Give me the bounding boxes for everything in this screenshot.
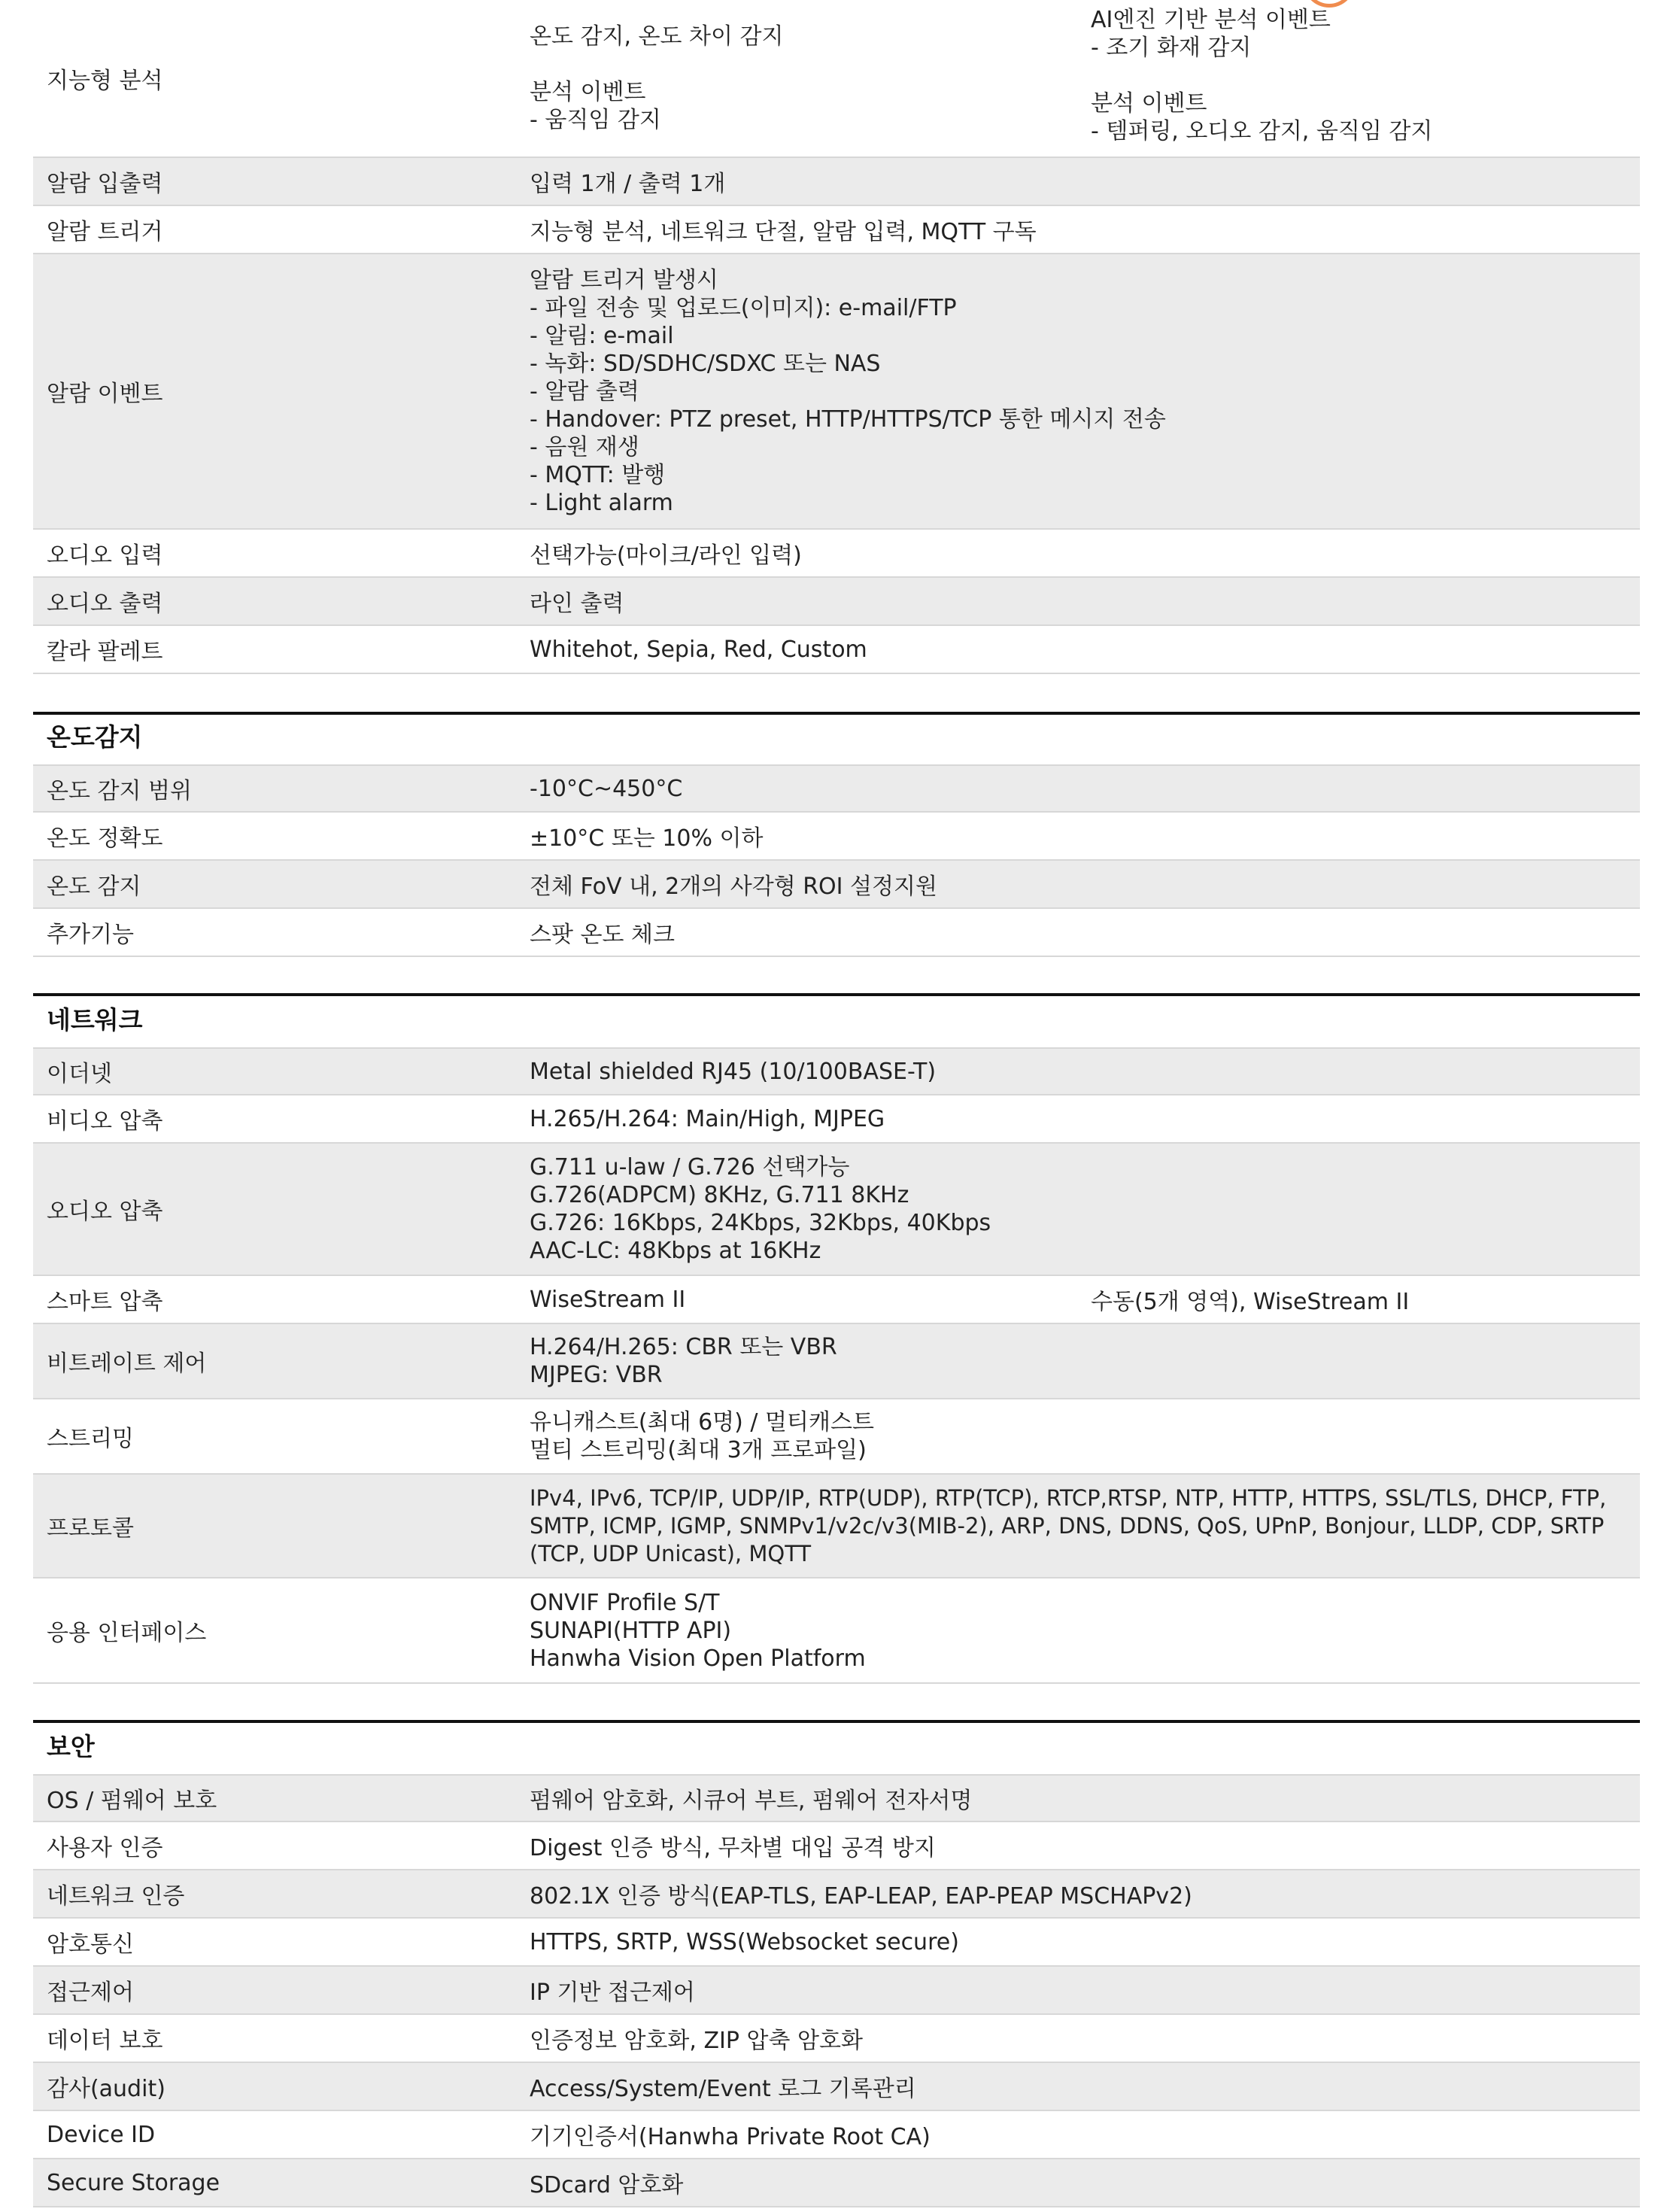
spec-label: 칼라 팔레트 bbox=[47, 639, 163, 665]
spec-value: 입력 1개 / 출력 1개 bbox=[530, 171, 726, 197]
spec-row-audio-out bbox=[33, 578, 1640, 626]
spec-value: Whitehot, Sepia, Red, Custom bbox=[530, 636, 867, 663]
spec-row-data-protection bbox=[33, 2015, 1640, 2063]
spec-row-palette bbox=[33, 626, 1640, 674]
spec-row-alarm-io bbox=[33, 158, 1640, 206]
spec-line: 유니캐스트(최대 6명) / 멀티캐스트 bbox=[530, 1409, 874, 1436]
spec-label: 온도 감지 bbox=[47, 874, 141, 900]
spec-row-temp-detect bbox=[33, 861, 1640, 909]
spec-value bbox=[530, 1144, 1635, 1275]
spec-row-audio-in bbox=[33, 530, 1640, 578]
spec-value bbox=[530, 1324, 1635, 1398]
section-title-security: 보안 bbox=[47, 1732, 95, 1761]
spec-value: WiseStream II bbox=[530, 1286, 686, 1313]
spec-row-device-id bbox=[33, 2111, 1640, 2159]
spec-line: Hanwha Vision Open Platform bbox=[530, 1645, 866, 1672]
spec-line: AI엔진 기반 분석 이벤트 bbox=[1091, 7, 1331, 33]
spec-label: 비디오 압축 bbox=[47, 1108, 163, 1135]
spec-row-temp-extra bbox=[33, 909, 1640, 957]
spec-line: 분석 이벤트 bbox=[1091, 90, 1207, 117]
spec-label: 이더넷 bbox=[47, 1061, 112, 1087]
spec-line: - 알림: e-mail bbox=[530, 322, 674, 349]
spec-line: 온도 감지, 온도 차이 감지 bbox=[530, 23, 784, 50]
spec-row-smart-compression bbox=[33, 1276, 1640, 1324]
section-rule bbox=[33, 993, 1640, 996]
spec-line: - MQTT: 발행 bbox=[530, 461, 666, 488]
spec-row-firmware bbox=[33, 1774, 1640, 1822]
spec-value: 스팟 온도 체크 bbox=[530, 922, 675, 948]
spec-row-audio-compression bbox=[33, 1144, 1640, 1276]
spec-label: 스트리밍 bbox=[47, 1426, 134, 1452]
spec-value bbox=[530, 1475, 1635, 1577]
spec-label: 암호통신 bbox=[47, 1931, 134, 1958]
spec-row-network-auth bbox=[33, 1870, 1640, 1919]
spec-value: 펌웨어 암호화, 시큐어 부트, 펌웨어 전자서명 bbox=[530, 1788, 973, 1814]
spec-line: SMTP, ICMP, IGMP, SNMPv1/v2c/v3(MIB-2), ARP, DNS, DDNS, QoS, UPnP, Bonjour, LLDP, CDP, SRTP bbox=[530, 1512, 1605, 1539]
spec-row-intelligent bbox=[33, 0, 1640, 158]
spec-row-access-control bbox=[33, 1967, 1640, 2015]
spec-label: OS / 펌웨어 보호 bbox=[47, 1788, 217, 1814]
spec-label: 네트워크 인증 bbox=[47, 1883, 185, 1910]
spec-value: SDcard 암호화 bbox=[530, 2172, 684, 2198]
spec-value: 802.1X 인증 방식(EAP-TLS, EAP-LEAP, EAP-PEAP MSCHAPv2) bbox=[530, 1883, 1192, 1910]
spec-value: Digest 인증 방식, 무차별 대입 공격 방지 bbox=[530, 1835, 936, 1861]
spec-label: 오디오 출력 bbox=[47, 591, 163, 617]
spec-label: 알람 입출력 bbox=[47, 171, 163, 197]
spec-value: 라인 출력 bbox=[530, 591, 624, 617]
spec-row-api bbox=[33, 1578, 1640, 1684]
spec-line: G.726: 16Kbps, 24Kbps, 32Kbps, 40Kbps bbox=[530, 1210, 991, 1236]
spec-row-user-auth bbox=[33, 1822, 1640, 1870]
spec-label: 데이터 보호 bbox=[47, 2028, 163, 2054]
spec-line: G.711 u-law / G.726 선택가능 bbox=[530, 1154, 850, 1180]
section-title-network: 네트워크 bbox=[47, 1005, 143, 1035]
spec-label: 오디오 압축 bbox=[47, 1199, 163, 1225]
spec-label: 감사(audit) bbox=[47, 2076, 165, 2102]
spec-line: - 템퍼링, 오디오 감지, 움직임 감지 bbox=[1091, 118, 1433, 144]
spec-row-ethernet bbox=[33, 1047, 1640, 1095]
spec-value: Metal shielded RJ45 (10/100BASE-T) bbox=[530, 1058, 937, 1085]
spec-label: 접근제어 bbox=[47, 1980, 134, 2006]
spec-line: 멀티 스트리밍(최대 3개 프로파일) bbox=[530, 1437, 867, 1463]
spec-row-alarm-trigger bbox=[33, 206, 1640, 254]
spec-line: - Handover: PTZ preset, HTTP/HTTPS/TCP 통한 메시지 전송 bbox=[530, 406, 1166, 433]
spec-row-audit bbox=[33, 2063, 1640, 2111]
spec-value: 선택가능(마이크/라인 입력) bbox=[530, 542, 802, 569]
section-title-temperature: 온도감지 bbox=[47, 722, 143, 752]
spec-line: MJPEG: VBR bbox=[530, 1362, 663, 1388]
spec-line: AAC-LC: 48Kbps at 16KHz bbox=[530, 1238, 821, 1264]
spec-row-protocol bbox=[33, 1475, 1640, 1578]
spec-line: - Light alarm bbox=[530, 489, 673, 516]
spec-value: 인증정보 암호화, ZIP 압축 암호화 bbox=[530, 2028, 863, 2054]
spec-row-bitrate bbox=[33, 1324, 1640, 1399]
spec-value bbox=[530, 0, 1086, 156]
spec-line: SUNAPI(HTTP API) bbox=[530, 1617, 732, 1644]
spec-line: - 녹화: SD/SDHC/SDXC 또는 NAS bbox=[530, 350, 881, 377]
spec-line: ONVIF Profile S/T bbox=[530, 1589, 720, 1616]
spec-label: 프로토콜 bbox=[47, 1515, 134, 1542]
spec-line: - 파일 전송 및 업로드(이미지): e-mail/FTP bbox=[530, 294, 957, 321]
spec-value: IP 기반 접근제어 bbox=[530, 1980, 695, 2006]
spec-row-temp-accuracy bbox=[33, 813, 1640, 861]
spec-label: 알람 이벤트 bbox=[47, 381, 163, 407]
spec-value: 기기인증서(Hanwha Private Root CA) bbox=[530, 2124, 931, 2150]
spec-label: 알람 트리거 bbox=[47, 219, 163, 245]
spec-value: 지능형 분석, 네트워크 단절, 알람 입력, MQTT 구독 bbox=[530, 219, 1037, 245]
spec-value: H.265/H.264: Main/High, MJPEG bbox=[530, 1105, 885, 1132]
spec-line: - 조기 화재 감지 bbox=[1091, 35, 1252, 61]
spec-value: HTTPS, SRTP, WSS(Websocket secure) bbox=[530, 1928, 959, 1955]
spec-line: - 움직임 감지 bbox=[530, 107, 661, 133]
spec-label: 비트레이트 제어 bbox=[47, 1351, 207, 1377]
spec-value-secondary: 수동(5개 영역), WiseStream II bbox=[1091, 1289, 1410, 1315]
spec-line: IPv4, IPv6, TCP/IP, UDP/IP, RTP(UDP), RTP(TCP), RTCP,RTSP, NTP, HTTP, HTTPS, SSL/TLS, DHCP, FTP, bbox=[530, 1484, 1607, 1511]
section-rule bbox=[33, 712, 1640, 715]
spec-value bbox=[530, 1399, 1635, 1473]
section-rule bbox=[33, 1720, 1640, 1723]
spec-line: H.264/H.265: CBR 또는 VBR bbox=[530, 1334, 837, 1360]
spec-row-secure-storage bbox=[33, 2159, 1640, 2207]
spec-row-temp-range bbox=[33, 764, 1640, 813]
spec-row-encryption bbox=[33, 1919, 1640, 1967]
spec-row-alarm-event bbox=[33, 254, 1640, 530]
spec-line: (TCP, UDP Unicast), MQTT bbox=[530, 1540, 812, 1566]
spec-label: 스마트 압축 bbox=[47, 1289, 163, 1315]
spec-value: -10°C~450°C bbox=[530, 775, 683, 802]
spec-line: - 알람 출력 bbox=[530, 378, 639, 405]
spec-row-video-compression bbox=[33, 1095, 1640, 1144]
spec-row-streaming bbox=[33, 1399, 1640, 1475]
spec-label: 오디오 입력 bbox=[47, 542, 163, 569]
spec-label: Secure Storage bbox=[47, 2169, 220, 2196]
spec-label: 지능형 분석 bbox=[47, 68, 163, 94]
spec-label: 온도 감지 범위 bbox=[47, 778, 192, 804]
spec-value-secondary bbox=[1091, 0, 1638, 156]
spec-label: 응용 인터페이스 bbox=[47, 1620, 207, 1646]
spec-label: 온도 정확도 bbox=[47, 825, 163, 852]
spec-label: Device ID bbox=[47, 2121, 156, 2148]
spec-line: - 음원 재생 bbox=[530, 433, 639, 460]
spec-label: 사용자 인증 bbox=[47, 1835, 163, 1861]
spec-value: Access/System/Event 로그 기록관리 bbox=[530, 2076, 916, 2102]
spec-label: 추가기능 bbox=[47, 922, 134, 948]
spec-value: 전체 FoV 내, 2개의 사각형 ROI 설정지원 bbox=[530, 874, 937, 900]
spec-line: 알람 트리거 발생시 bbox=[530, 266, 718, 293]
spec-value bbox=[530, 254, 1635, 528]
spec-line: 분석 이벤트 bbox=[530, 79, 646, 105]
spec-value bbox=[530, 1578, 1635, 1682]
spec-value: ±10°C 또는 10% 이하 bbox=[530, 825, 764, 852]
spec-line: G.726(ADPCM) 8KHz, G.711 8KHz bbox=[530, 1182, 909, 1208]
